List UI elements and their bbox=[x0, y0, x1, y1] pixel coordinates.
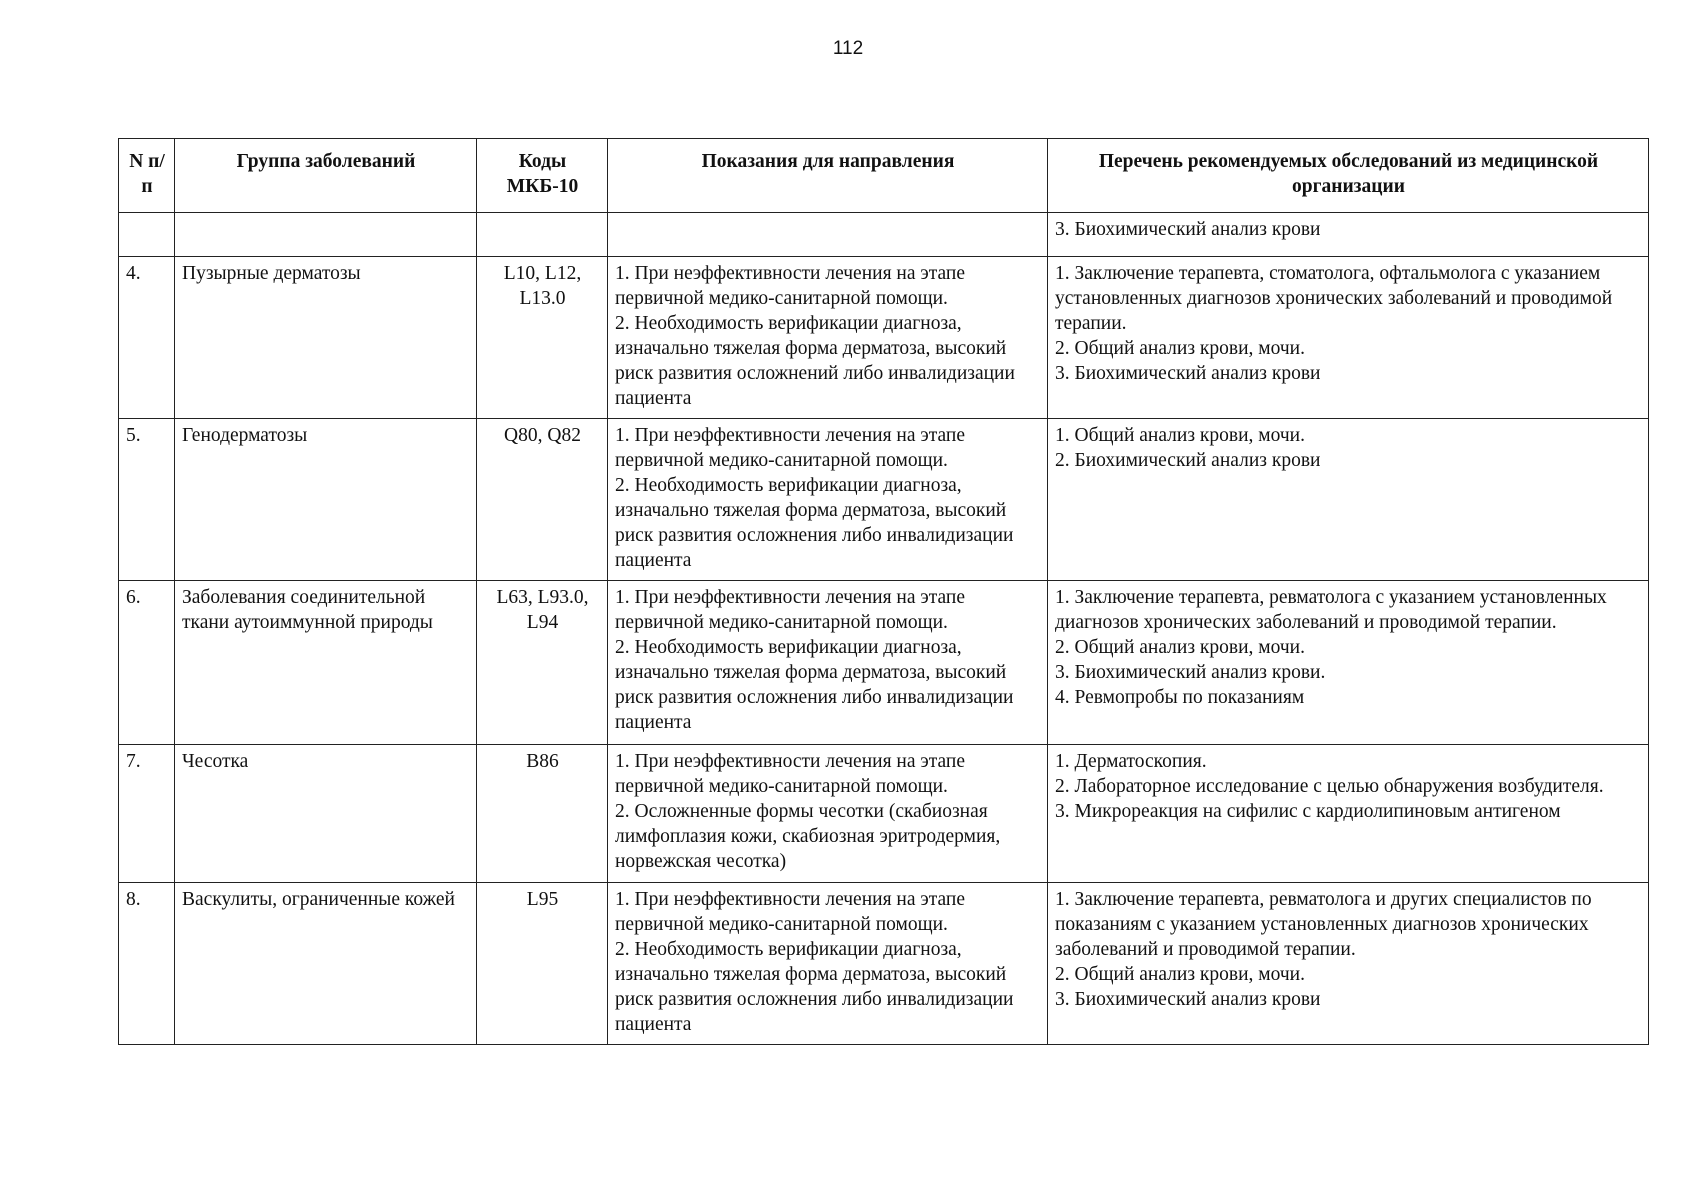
exam-item: 1. Дерматоскопия. bbox=[1055, 751, 1207, 772]
cell-indications bbox=[608, 883, 1048, 1045]
exam-item: 2. Общий анализ крови, мочи. bbox=[1055, 964, 1305, 985]
header-codes: Коды МКБ-10 bbox=[477, 139, 608, 213]
cell-exams bbox=[1048, 213, 1649, 257]
exam-item: 1. Заключение терапевта, ревматолога и других специалистов по показаниям с указанием установленных диагнозов хронических заболеваний и проводимой терапии. bbox=[1055, 889, 1592, 960]
indication-item: 1. При неэффективности лечения на этапе первичной медико-санитарной помощи. bbox=[615, 587, 966, 633]
table-row bbox=[119, 581, 1649, 745]
cell-num: 6. bbox=[119, 581, 175, 745]
exam-item: 2. Общий анализ крови, мочи. bbox=[1055, 637, 1305, 658]
cell-group: Заболевания соединительной ткани аутоиммунной природы bbox=[175, 581, 477, 745]
indication-item: 1. При неэффективности лечения на этапе первичной медико-санитарной помощи. bbox=[615, 425, 966, 471]
exam-item: 3. Биохимический анализ крови bbox=[1055, 219, 1321, 240]
cell-codes: L10, L12, L13.0 bbox=[477, 257, 608, 419]
table-body bbox=[119, 213, 1649, 1045]
indication-item: 2. Необходимость верификации диагноза, изначально тяжелая форма дерматоза, высокий риск развития осложнений либо инвалидизации пациента bbox=[615, 313, 1015, 409]
cell-exams bbox=[1048, 745, 1649, 883]
exam-item: 1. Общий анализ крови, мочи. bbox=[1055, 425, 1305, 446]
indication-item: 2. Необходимость верификации диагноза, изначально тяжелая форма дерматоза, высокий риск развития осложнения либо инвалидизации пациента bbox=[615, 637, 1014, 733]
cell-codes: L95 bbox=[477, 883, 608, 1045]
cell-exams bbox=[1048, 419, 1649, 581]
header-group: Группа заболеваний bbox=[175, 139, 477, 213]
exam-item: 2. Общий анализ крови, мочи. bbox=[1055, 338, 1305, 359]
cell-indications bbox=[608, 581, 1048, 745]
cell-exams bbox=[1048, 581, 1649, 745]
cell-group: Чесотка bbox=[175, 745, 477, 883]
indication-item: 1. При неэффективности лечения на этапе первичной медико-санитарной помощи. bbox=[615, 889, 966, 935]
header-num: N п/п bbox=[119, 139, 175, 213]
cell-group: Генодерматозы bbox=[175, 419, 477, 581]
cell-indications bbox=[608, 419, 1048, 581]
cell-group: Васкулиты, ограниченные кожей bbox=[175, 883, 477, 1045]
indication-item: 1. При неэффективности лечения на этапе первичной медико-санитарной помощи. bbox=[615, 263, 966, 309]
exam-item: 4. Ревмопробы по показаниям bbox=[1055, 687, 1305, 708]
indication-item: 1. При неэффективности лечения на этапе первичной медико-санитарной помощи. bbox=[615, 751, 966, 797]
exam-item: 1. Заключение терапевта, ревматолога с указанием установленных диагнозов хронических заболеваний и проводимой терапии. bbox=[1055, 587, 1607, 633]
cell-num: 4. bbox=[119, 257, 175, 419]
cell-group bbox=[175, 213, 477, 257]
cell-num: 5. bbox=[119, 419, 175, 581]
exam-item: 2. Лабораторное исследование с целью обнаружения возбудителя. bbox=[1055, 776, 1604, 797]
cell-num bbox=[119, 213, 175, 257]
table-row bbox=[119, 419, 1649, 581]
indication-item: 2. Осложненные формы чесотки (скабиозная лимфоплазия кожи, скабиозная эритродермия, норвежская чесотка) bbox=[615, 801, 1001, 872]
cell-codes: L63, L93.0, L94 bbox=[477, 581, 608, 745]
cell-indications bbox=[608, 257, 1048, 419]
cell-exams bbox=[1048, 257, 1649, 419]
exam-item: 3. Биохимический анализ крови bbox=[1055, 363, 1321, 384]
cell-indications bbox=[608, 213, 1048, 257]
page-number: 112 bbox=[832, 38, 864, 59]
header-indications: Показания для направления bbox=[608, 139, 1048, 213]
cell-codes bbox=[477, 213, 608, 257]
indication-item: 2. Необходимость верификации диагноза, изначально тяжелая форма дерматоза, высокий риск развития осложнения либо инвалидизации пациента bbox=[615, 475, 1014, 571]
exam-item: 2. Биохимический анализ крови bbox=[1055, 450, 1321, 471]
cell-exams bbox=[1048, 883, 1649, 1045]
table-row bbox=[119, 257, 1649, 419]
header-exams: Перечень рекомендуемых обследований из медицинской организации bbox=[1048, 139, 1649, 213]
exam-item: 3. Биохимический анализ крови bbox=[1055, 989, 1321, 1010]
cell-codes: Q80, Q82 bbox=[477, 419, 608, 581]
cell-num: 8. bbox=[119, 883, 175, 1045]
cell-codes: B86 bbox=[477, 745, 608, 883]
cell-indications bbox=[608, 745, 1048, 883]
table-row bbox=[119, 213, 1649, 257]
table-row bbox=[119, 745, 1649, 883]
indication-item: 2. Необходимость верификации диагноза, изначально тяжелая форма дерматоза, высокий риск развития осложнения либо инвалидизации пациента bbox=[615, 939, 1014, 1035]
table-row bbox=[119, 883, 1649, 1045]
exam-item: 3. Биохимический анализ крови. bbox=[1055, 662, 1326, 683]
cell-group: Пузырные дерматозы bbox=[175, 257, 477, 419]
exam-item: 1. Заключение терапевта, стоматолога, офтальмолога с указанием установленных диагнозов хронических заболеваний и проводимой терапии. bbox=[1055, 263, 1613, 334]
cell-num: 7. bbox=[119, 745, 175, 883]
table-header-row bbox=[119, 139, 1649, 213]
exam-item: 3. Микрореакция на сифилис с кардиолипиновым антигеном bbox=[1055, 801, 1561, 822]
referral-table bbox=[118, 138, 1649, 1045]
